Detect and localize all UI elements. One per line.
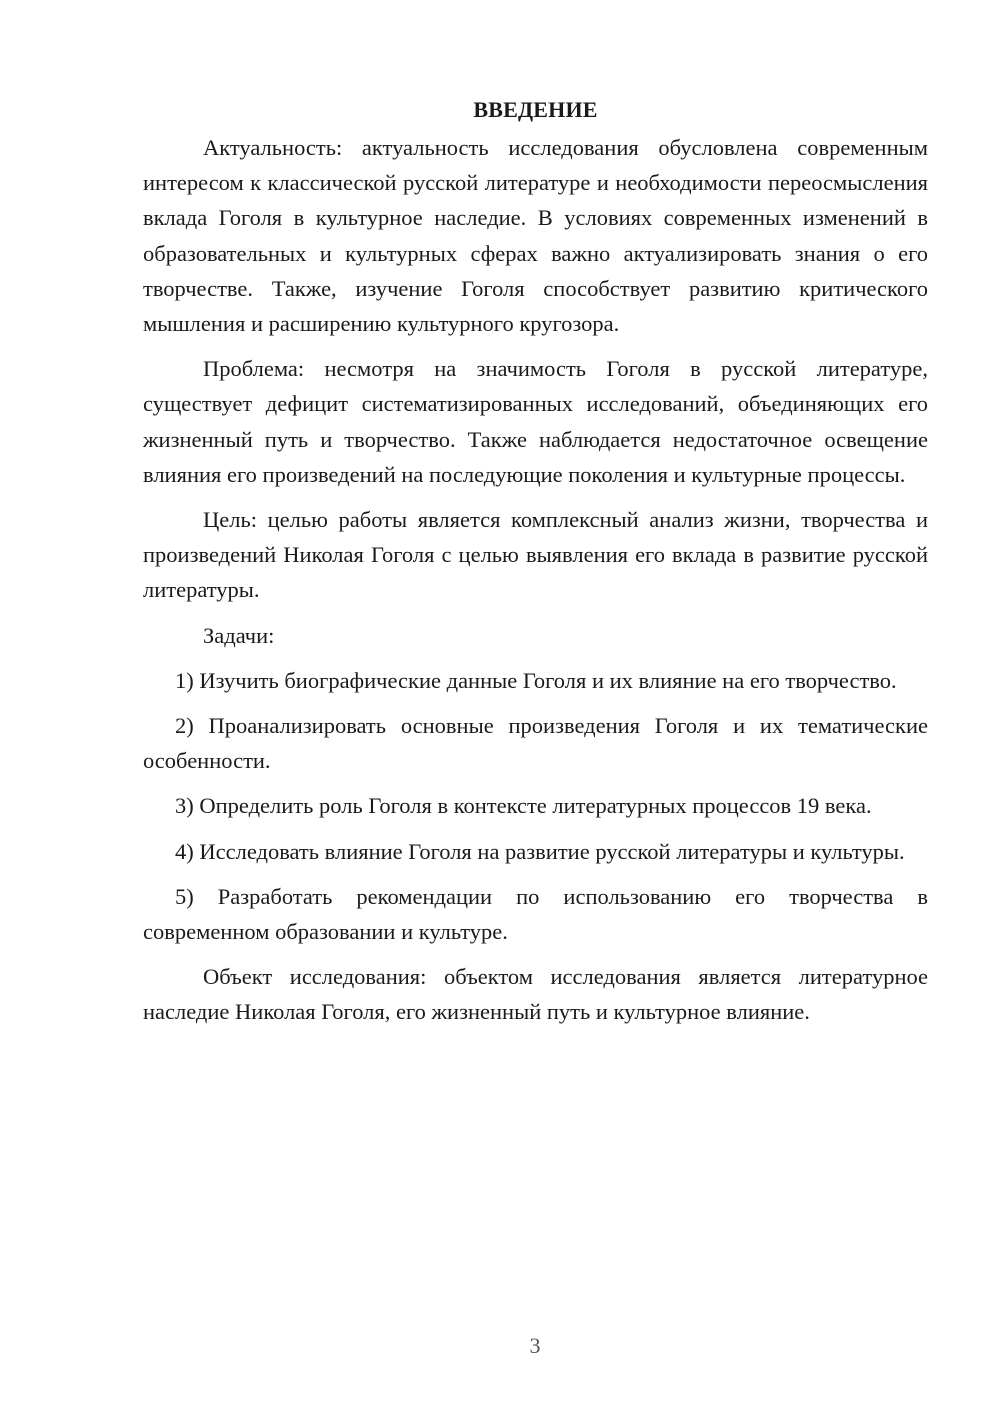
page-title: ВВЕДЕНИЕ (473, 97, 598, 122)
tasks-label: Задачи: (203, 622, 275, 648)
document-page (143, 95, 928, 1030)
object-paragraph: Объект исследования: объектом исследования является литературное наследие Николая Гоголя, его жизненный путь и культурное влияние. (143, 964, 928, 1025)
relevance-paragraph: Актуальность: актуальность исследования обусловлена современным интересом к классической русской литературе и необходимости переосмысления вклада Гоголя в культурное наследие. В условиях современных изменений в образовательных и культурных сферах важно актуализировать знания о его творчестве. Также, изучение Гоголя способствует развитию критического мышления и расширению культурного кругозора. (143, 135, 928, 337)
task-item: 3) Определить роль Гоголя в контексте литературных процессов 19 века. (175, 793, 872, 819)
task-item: 5) Разработать рекомендации по использованию его творчества в современном образовании и культуре. (143, 883, 928, 945)
task-item: 2) Проанализировать основные произведения Гоголя и их тематические особенности. (143, 713, 928, 774)
task-item: 1) Изучить биографические данные Гоголя и их влияние на его творчество. (175, 667, 897, 693)
goal-paragraph: Цель: целью работы является комплексный анализ жизни, творчества и произведений Николая Гоголя с целью выявления его вклада в развитие русской литературы. (143, 507, 928, 603)
problem-paragraph: Проблема: несмотря на значимость Гоголя в русской литературе, существует дефицит систематизированных исследований, объединяющих его жизненный путь и творчество. Также наблюдается недостаточное освещение влияния его произведений на последующие поколения и культурные процессы. (143, 356, 928, 487)
page-number: 3 (529, 1333, 541, 1358)
task-item: 4) Исследовать влияние Гоголя на развитие русской литературы и культуры. (175, 838, 905, 864)
